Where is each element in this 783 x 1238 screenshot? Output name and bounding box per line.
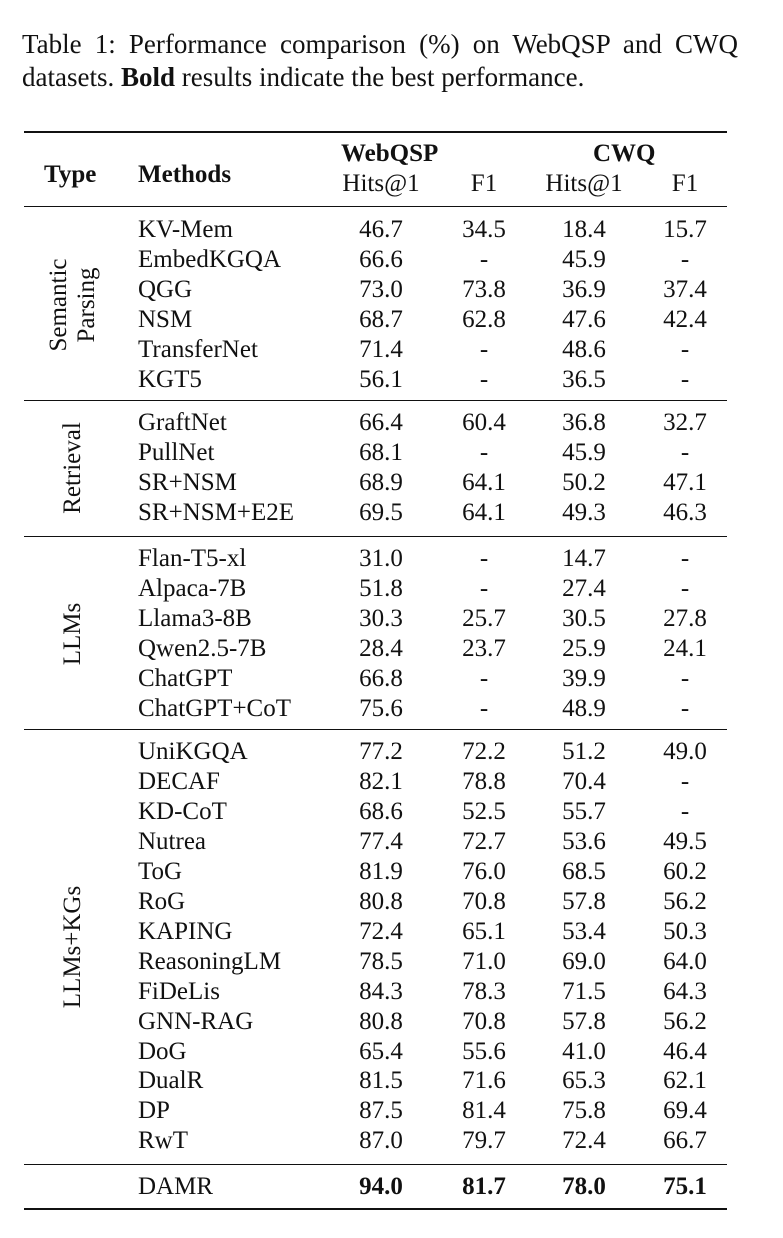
webqsp-f1-value: 81.4 [462,1097,506,1125]
webqsp-f1-value: 64.1 [462,498,506,526]
cwq-hits1-value: 47.6 [562,305,606,333]
header-cwq: CWQ [593,140,656,167]
cwq-f1-value: 49.5 [663,827,707,855]
group-type-text [59,603,87,666]
method-name: NSM [138,305,193,333]
cwq-f1-value: 66.7 [663,1127,707,1155]
webqsp-f1-value: - [479,545,489,572]
cwq-hits1-value: 48.6 [562,335,606,363]
cwq-f1-best: 75.1 [663,1173,707,1200]
cwq-hits1-value: 57.8 [562,1007,606,1035]
cwq-hits1-value: 50.2 [562,468,606,496]
method-name: GNN-RAG [138,1007,254,1035]
group-type-line: LLMs+KGs [59,885,86,1008]
cwq-hits1-value: 30.5 [562,604,606,632]
method-name: DoG [138,1037,187,1065]
webqsp-hits1-value: 31.0 [359,545,403,572]
method-name: DualR [138,1067,204,1095]
cwq-hits1-value: 18.4 [562,216,606,243]
cwq-f1-value: 60.2 [663,857,707,885]
cwq-f1-value: 69.4 [663,1097,707,1125]
method-name: Nutrea [138,827,207,855]
cwq-f1-value: - [680,574,690,602]
header-cwq-f1: F1 [671,170,699,197]
webqsp-hits1-value: 87.5 [359,1097,403,1125]
header-webqsp-hits1: Hits@1 [342,170,420,197]
webqsp-hits1-value: 46.7 [359,216,403,243]
webqsp-f1-value: 73.8 [462,275,506,303]
method-name: ReasoningLM [138,947,282,975]
cwq-f1-value: 64.0 [663,947,707,975]
cwq-hits1-value: 27.4 [562,574,606,602]
group-type-text [59,422,87,514]
webqsp-hits1-value: 78.5 [359,947,403,975]
method-name: QGG [138,275,193,303]
webqsp-hits1-value: 82.1 [359,767,403,795]
webqsp-hits1-value: 75.6 [359,694,403,722]
webqsp-hits1-value: 68.6 [359,797,403,825]
cwq-hits1-value: 53.6 [562,827,606,855]
webqsp-hits1-value: 73.0 [359,275,403,303]
webqsp-hits1-value: 77.2 [359,738,403,765]
cwq-hits1-value: 70.4 [562,767,606,795]
webqsp-f1-value: - [479,664,489,692]
webqsp-f1-value: 70.8 [462,887,506,915]
method-name: KD-CoT [138,797,227,825]
cwq-f1-value: 56.2 [663,887,707,915]
header-methods: Methods [138,161,232,188]
cwq-hits1-value: 65.3 [562,1067,606,1095]
cwq-f1-value: - [680,694,690,722]
header-type: Type [44,161,97,188]
cwq-hits1-value: 14.7 [562,545,606,572]
webqsp-hits1-value: 81.9 [359,857,403,885]
webqsp-hits1-value: 56.1 [359,365,403,393]
cwq-hits1-value: 69.0 [562,947,606,975]
cwq-hits1-value: 45.9 [562,438,606,466]
webqsp-f1-value: 55.6 [462,1037,506,1065]
group-separator-rule [24,1164,727,1165]
webqsp-f1-value: 72.7 [462,827,506,855]
webqsp-f1-value: 52.5 [462,797,506,825]
cwq-hits1-value: 51.2 [562,738,606,765]
webqsp-hits1-value: 30.3 [359,604,403,632]
cwq-f1-value: 37.4 [663,275,707,303]
cwq-hits1-value: 39.9 [562,664,606,692]
webqsp-f1-value: - [479,335,489,363]
cwq-hits1-value: 45.9 [562,245,606,273]
cwq-f1-value: 62.1 [663,1067,707,1095]
webqsp-hits1-value: 66.4 [359,409,403,436]
method-name: DP [138,1097,170,1125]
table-bottom-rule [24,1208,727,1210]
webqsp-f1-value: - [479,365,489,393]
group-separator-rule [24,536,727,537]
webqsp-hits1-value: 51.8 [359,574,403,602]
cwq-hits1-value: 49.3 [562,498,606,526]
method-name: KGT5 [138,365,202,393]
header-webqsp: WebQSP [341,140,439,167]
webqsp-hits1-value: 80.8 [359,1007,403,1035]
webqsp-hits1-value: 81.5 [359,1067,403,1095]
group-type-text [45,258,101,351]
webqsp-hits1-value: 68.1 [359,438,403,466]
group-type-text [59,885,87,1007]
webqsp-f1-value: 71.6 [462,1067,506,1095]
cwq-hits1-value: 57.8 [562,887,606,915]
cwq-f1-value: - [680,545,690,572]
header-cwq-hits1: Hits@1 [545,170,623,197]
method-name: TransferNet [138,335,258,363]
caption-suffix: results indicate the best performance. [175,62,585,92]
group-type-line: LLMs [59,602,86,666]
webqsp-hits1-value: 68.9 [359,468,403,496]
caption-bold-word: Bold [120,62,176,92]
cwq-f1-value: - [680,767,690,795]
cwq-f1-value: 46.4 [663,1037,707,1065]
method-name: EmbedKGQA [138,245,282,273]
cwq-hits1-value: 36.8 [562,409,606,436]
cwq-f1-value: 46.3 [663,498,707,526]
webqsp-f1-value: 23.7 [462,634,506,662]
webqsp-hits1-value: 68.7 [359,305,403,333]
webqsp-f1-value: - [479,694,489,722]
method-name: SR+NSM+E2E [138,498,295,526]
group-separator-rule [24,729,727,730]
webqsp-hits1-value: 28.4 [359,634,403,662]
method-name: RoG [138,887,186,915]
method-name: ChatGPT+CoT [138,694,291,722]
webqsp-f1-best: 81.7 [462,1173,506,1200]
method-name: UniKGQA [138,738,248,765]
cwq-f1-value: 15.7 [663,216,707,243]
cwq-f1-value: 24.1 [663,634,707,662]
webqsp-f1-value: 25.7 [462,604,506,632]
cwq-f1-value: - [680,664,690,692]
webqsp-hits1-value: 77.4 [359,827,403,855]
cwq-f1-value: 50.3 [663,917,707,945]
cwq-hits1-value: 72.4 [562,1127,606,1155]
method-name: Llama3-8B [138,604,252,632]
webqsp-hits1-value: 71.4 [359,335,403,363]
group-type-line: Semantic [45,258,72,352]
group-type-line: Retrieval [59,422,86,514]
cwq-hits1-value: 68.5 [562,857,606,885]
webqsp-f1-value: 34.5 [462,216,506,243]
cwq-f1-value: 64.3 [663,977,707,1005]
webqsp-f1-value: 78.3 [462,977,506,1005]
method-name: SR+NSM [138,468,237,496]
cwq-f1-value: - [680,438,690,466]
webqsp-hits1-value: 65.4 [359,1037,403,1065]
cwq-f1-value: 42.4 [663,305,707,333]
method-name: PullNet [138,438,215,466]
cwq-hits1-value: 36.9 [562,275,606,303]
method-name: RwT [138,1127,188,1155]
group-separator-rule [24,400,727,401]
webqsp-f1-value: 70.8 [462,1007,506,1035]
method-name: FiDeLis [138,977,220,1005]
webqsp-f1-value: 60.4 [462,409,506,436]
method-name: KV-Mem [138,216,233,243]
webqsp-f1-value: 72.2 [462,738,506,765]
cwq-f1-value: 27.8 [663,604,707,632]
webqsp-f1-value: - [479,574,489,602]
webqsp-f1-value: 71.0 [462,947,506,975]
cwq-hits1-value: 75.8 [562,1097,606,1125]
group-type-line: Parsing [73,267,100,343]
cwq-f1-value: 32.7 [663,409,707,436]
webqsp-hits1-best: 94.0 [359,1173,403,1200]
cwq-hits1-value: 25.9 [562,634,606,662]
caption-prefix: Table 1: Performance comparison (%) on WebQSP and CWQ datasets. [22,29,738,92]
webqsp-f1-value: - [479,438,489,466]
webqsp-hits1-value: 84.3 [359,977,403,1005]
cwq-hits1-value: 36.5 [562,365,606,393]
table-top-rule [24,131,727,133]
webqsp-f1-value: 76.0 [462,857,506,885]
method-name: KAPING [138,917,233,945]
cwq-hits1-value: 53.4 [562,917,606,945]
cwq-f1-value: 49.0 [663,738,707,765]
method-name: Flan-T5-xl [138,545,247,572]
header-webqsp-f1: F1 [470,170,498,197]
method-name: ChatGPT [138,664,233,692]
cwq-f1-value: - [680,335,690,363]
cwq-hits1-value: 48.9 [562,694,606,722]
header-rule [24,206,727,207]
cwq-f1-value: - [680,245,690,273]
cwq-hits1-value: 41.0 [562,1037,606,1065]
webqsp-hits1-value: 72.4 [359,917,403,945]
webqsp-hits1-value: 66.6 [359,245,403,273]
cwq-f1-value: 56.2 [663,1007,707,1035]
table-caption [22,28,738,94]
webqsp-hits1-value: 66.8 [359,664,403,692]
method-name-final: DAMR [138,1173,214,1200]
webqsp-hits1-value: 80.8 [359,887,403,915]
webqsp-f1-value: 65.1 [462,917,506,945]
cwq-f1-value: 47.1 [663,468,707,496]
webqsp-f1-value: 64.1 [462,468,506,496]
webqsp-hits1-value: 87.0 [359,1127,403,1155]
cwq-hits1-best: 78.0 [562,1173,606,1200]
method-name: Qwen2.5-7B [138,634,267,662]
webqsp-f1-value: - [479,245,489,273]
cwq-hits1-value: 55.7 [562,797,606,825]
cwq-f1-value: - [680,365,690,393]
method-name: Alpaca-7B [138,574,247,602]
cwq-f1-value: - [680,797,690,825]
webqsp-hits1-value: 69.5 [359,498,403,526]
webqsp-f1-value: 78.8 [462,767,506,795]
method-name: ToG [138,857,183,885]
webqsp-f1-value: 62.8 [462,305,506,333]
webqsp-f1-value: 79.7 [462,1127,506,1155]
method-name: GraftNet [138,409,227,436]
cwq-hits1-value: 71.5 [562,977,606,1005]
method-name: DECAF [138,767,220,795]
